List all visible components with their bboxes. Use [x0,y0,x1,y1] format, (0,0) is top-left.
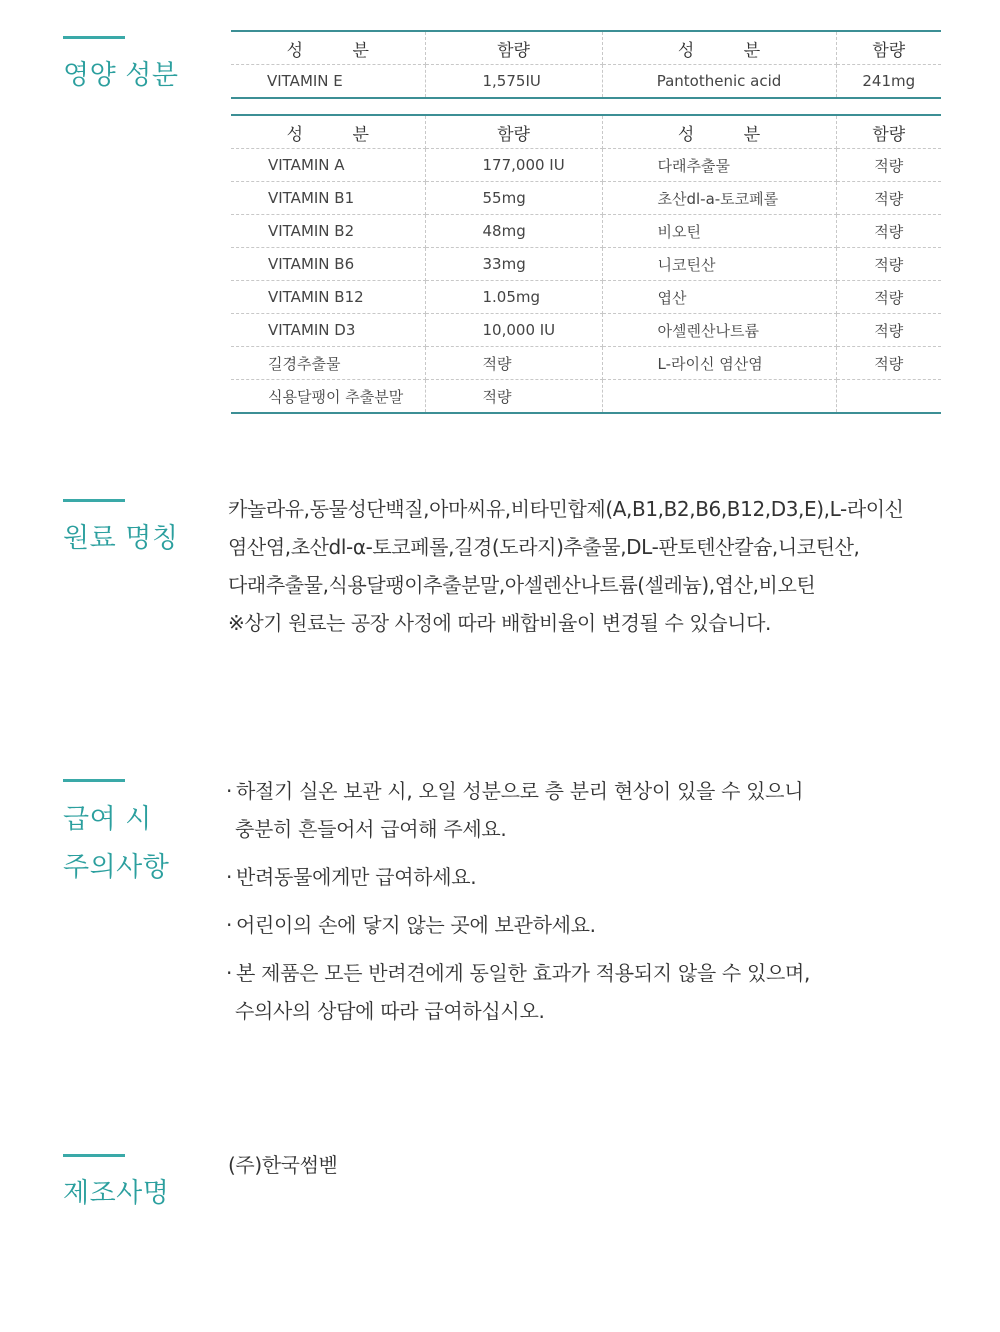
ingredient-name: VITAMIN B12 [231,281,425,314]
raw-materials-line: 카놀라유,동물성단백질,아마씨유,비타민합제(A,B1,B2,B6,B12,D3,E),L-라이신 [228,497,904,521]
section-bar-manufacturer [63,1154,125,1157]
ingredient-amount: 적량 [836,281,941,314]
ingredient-name: 다래추출물 [602,149,836,182]
table-row [231,281,941,314]
table-row [231,65,941,99]
ingredient-name: 비오틴 [602,215,836,248]
ingredient-amount: 10,000 IU [425,314,602,347]
ingredient-amount: 48mg [425,215,602,248]
caution-item [226,954,810,1030]
ingredient-amount [836,380,941,414]
bullet-dot: · [226,779,233,803]
ingredient-name: VITAMIN A [231,149,425,182]
manufacturer-name: (주)한국썸벧 [228,1153,338,1177]
header-ingredient: 성 분 [602,31,836,65]
bullet-dot: · [226,865,233,889]
nutrition-title: 영양 성분 [63,60,179,91]
table-1-body [231,65,941,99]
table-row [231,215,941,248]
ingredient-amount: 33mg [425,248,602,281]
caution-text: 어린이의 손에 닿지 않는 곳에 보관하세요. [236,913,596,937]
ingredient-name [602,380,836,414]
raw-materials-note: ※상기 원료는 공장 사정에 따라 배합비율이 변경될 수 있습니다. [228,611,771,635]
ingredient-name: L-라이신 염산염 [602,347,836,380]
ingredient-amount: 177,000 IU [425,149,602,182]
ingredient-amount: 적량 [836,182,941,215]
ingredient-name: 초산dl-a-토코페롤 [602,182,836,215]
ingredient-amount: 적량 [836,215,941,248]
header-amount: 함량 [425,115,602,149]
ingredient-name: VITAMIN B2 [231,215,425,248]
caution-item [226,772,810,848]
section-bar-raw-materials [63,499,125,502]
caution-text: 반려동물에게만 급여하세요. [236,865,477,889]
caution-item [226,858,810,896]
caution-text: 본 제품은 모든 반려견에게 동일한 효과가 적용되지 않을 수 있으며, [236,961,811,985]
ingredient-name: VITAMIN E [231,65,425,99]
header-ingredient: 성 분 [231,115,425,149]
raw-materials-title: 원료 명칭 [63,523,179,554]
table-row [231,248,941,281]
bullet-dot: · [226,913,233,937]
ingredient-amount: 적량 [836,347,941,380]
caution-text-cont: 충분히 흔들어서 급여해 주세요. [235,817,507,841]
ingredient-amount: 적량 [836,314,941,347]
table-row [231,149,941,182]
ingredient-name: Pantothenic acid [602,65,836,99]
manufacturer-title: 제조사명 [63,1178,170,1209]
ingredient-name: VITAMIN B1 [231,182,425,215]
table-row [231,182,941,215]
section-bar-caution [63,779,125,782]
header-ingredient: 성 분 [602,115,836,149]
ingredient-name: VITAMIN B6 [231,248,425,281]
nutrition-table-1 [231,30,941,99]
ingredient-amount: 적량 [425,347,602,380]
ingredient-amount: 55mg [425,182,602,215]
header-amount: 함량 [425,31,602,65]
raw-materials-line: 다래추출물,식용달팽이추출분말,아셀렌산나트륨(셀레늄),엽산,비오틴 [228,573,816,597]
ingredient-name: 길경추출물 [231,347,425,380]
nutrition-table-2 [231,114,941,414]
raw-materials-line: 염산염,초산dl-α-토코페롤,길경(도라지)추출물,DL-판토텐산칼슘,니코틴산, [228,535,860,559]
table-row [231,380,941,414]
ingredient-amount: 적량 [425,380,602,414]
bullet-dot: · [226,961,233,985]
ingredient-amount: 적량 [836,149,941,182]
header-amount: 함량 [836,115,941,149]
ingredient-name: VITAMIN D3 [231,314,425,347]
caution-item [226,906,810,944]
ingredient-amount: 241mg [862,72,916,90]
ingredient-name: 아셀렌산나트륨 [602,314,836,347]
header-ingredient: 성 분 [231,31,425,65]
ingredient-name: 식용달팽이 추출분말 [231,380,425,414]
table-row [231,314,941,347]
caution-title-line2: 주의사항 [63,852,170,883]
section-bar-nutrition [63,36,125,39]
ingredient-name: 니코틴산 [602,248,836,281]
ingredient-name: 엽산 [602,281,836,314]
caution-title-line1: 급여 시 [63,804,152,835]
ingredient-amount: 1.05mg [425,281,602,314]
caution-list [226,772,810,1040]
table-row [231,347,941,380]
caution-text-cont: 수의사의 상담에 따라 급여하십시오. [235,999,545,1023]
caution-text: 하절기 실온 보관 시, 오일 성분으로 층 분리 현상이 있을 수 있으니 [236,779,804,803]
table-2-body [231,149,941,414]
raw-materials-text [228,490,904,642]
ingredient-amount: 1,575IU [425,65,602,99]
ingredient-amount: 적량 [836,248,941,281]
header-amount: 함량 [836,31,941,65]
